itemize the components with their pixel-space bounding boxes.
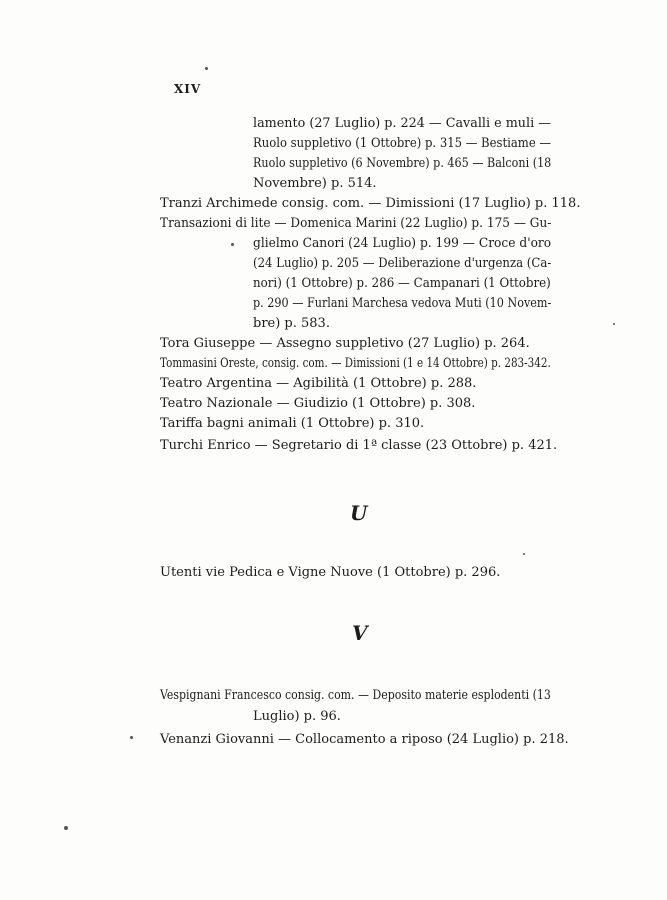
index-line: Turchi Enrico — Segretario di 1ª classe (23 Ottobre) p. 421. [160,438,558,453]
index-line: nori) (1 Ottobre) p. 286 — Campanari (1 Ottobre) [253,276,551,291]
index-line: Ruolo suppletivo (1 Ottobre) p. 315 — Bestiame — [253,136,552,151]
section-letter-v: V [352,621,368,645]
section-letter-u: U [350,501,368,525]
index-line: Luglio) p. 96. [253,709,341,724]
print-speck [64,826,68,830]
index-line: Tranzi Archimede consig. com. — Dimissioni (17 Luglio) p. 118. [160,196,581,211]
index-line: (24 Luglio) p. 205 — Deliberazione d'urgenza (Ca- [253,256,552,271]
index-line: Ruolo suppletivo (6 Novembre) p. 465 — Balconi (18 [253,156,552,171]
index-line: lamento (27 Luglio) p. 224 — Cavalli e muli — [253,116,551,131]
index-line: Teatro Nazionale — Giudizio (1 Ottobre) p. 308. [160,396,476,411]
index-line: Transazioni di lite — Domenica Marini (22 Luglio) p. 175 — Gu- [160,216,552,231]
index-line: glielmo Canori (24 Luglio) p. 199 — Croce d'oro [253,236,552,251]
index-line: Vespignani Francesco consig. com. — Deposito materie esplodenti (13 [160,688,551,703]
index-line: Teatro Argentina — Agibilità (1 Ottobre) p. 288. [160,376,477,391]
index-line: Novembre) p. 514. [253,176,377,191]
index-line: bre) p. 583. [253,316,330,331]
index-line: Tariffa bagni animali (1 Ottobre) p. 310. [160,416,425,431]
index-line: Utenti vie Pedica e Vigne Nuove (1 Ottobre) p. 296. [160,565,501,580]
page-number: XIV [174,82,202,96]
print-speck [231,243,234,246]
index-line: p. 290 — Furlani Marchesa vedova Muti (10 Novem- [253,296,552,311]
print-speck [205,67,208,70]
print-speck [523,553,525,555]
index-line: Venanzi Giovanni — Collocamento a riposo (24 Luglio) p. 218. [160,732,569,747]
index-line: Tommasini Oreste, consig. com. — Dimissioni (1 e 14 Ottobre) p. 283-342. [160,356,551,371]
print-speck [613,323,615,325]
print-speck [130,736,133,739]
index-line: Tora Giuseppe — Assegno suppletivo (27 Luglio) p. 264. [160,336,530,351]
